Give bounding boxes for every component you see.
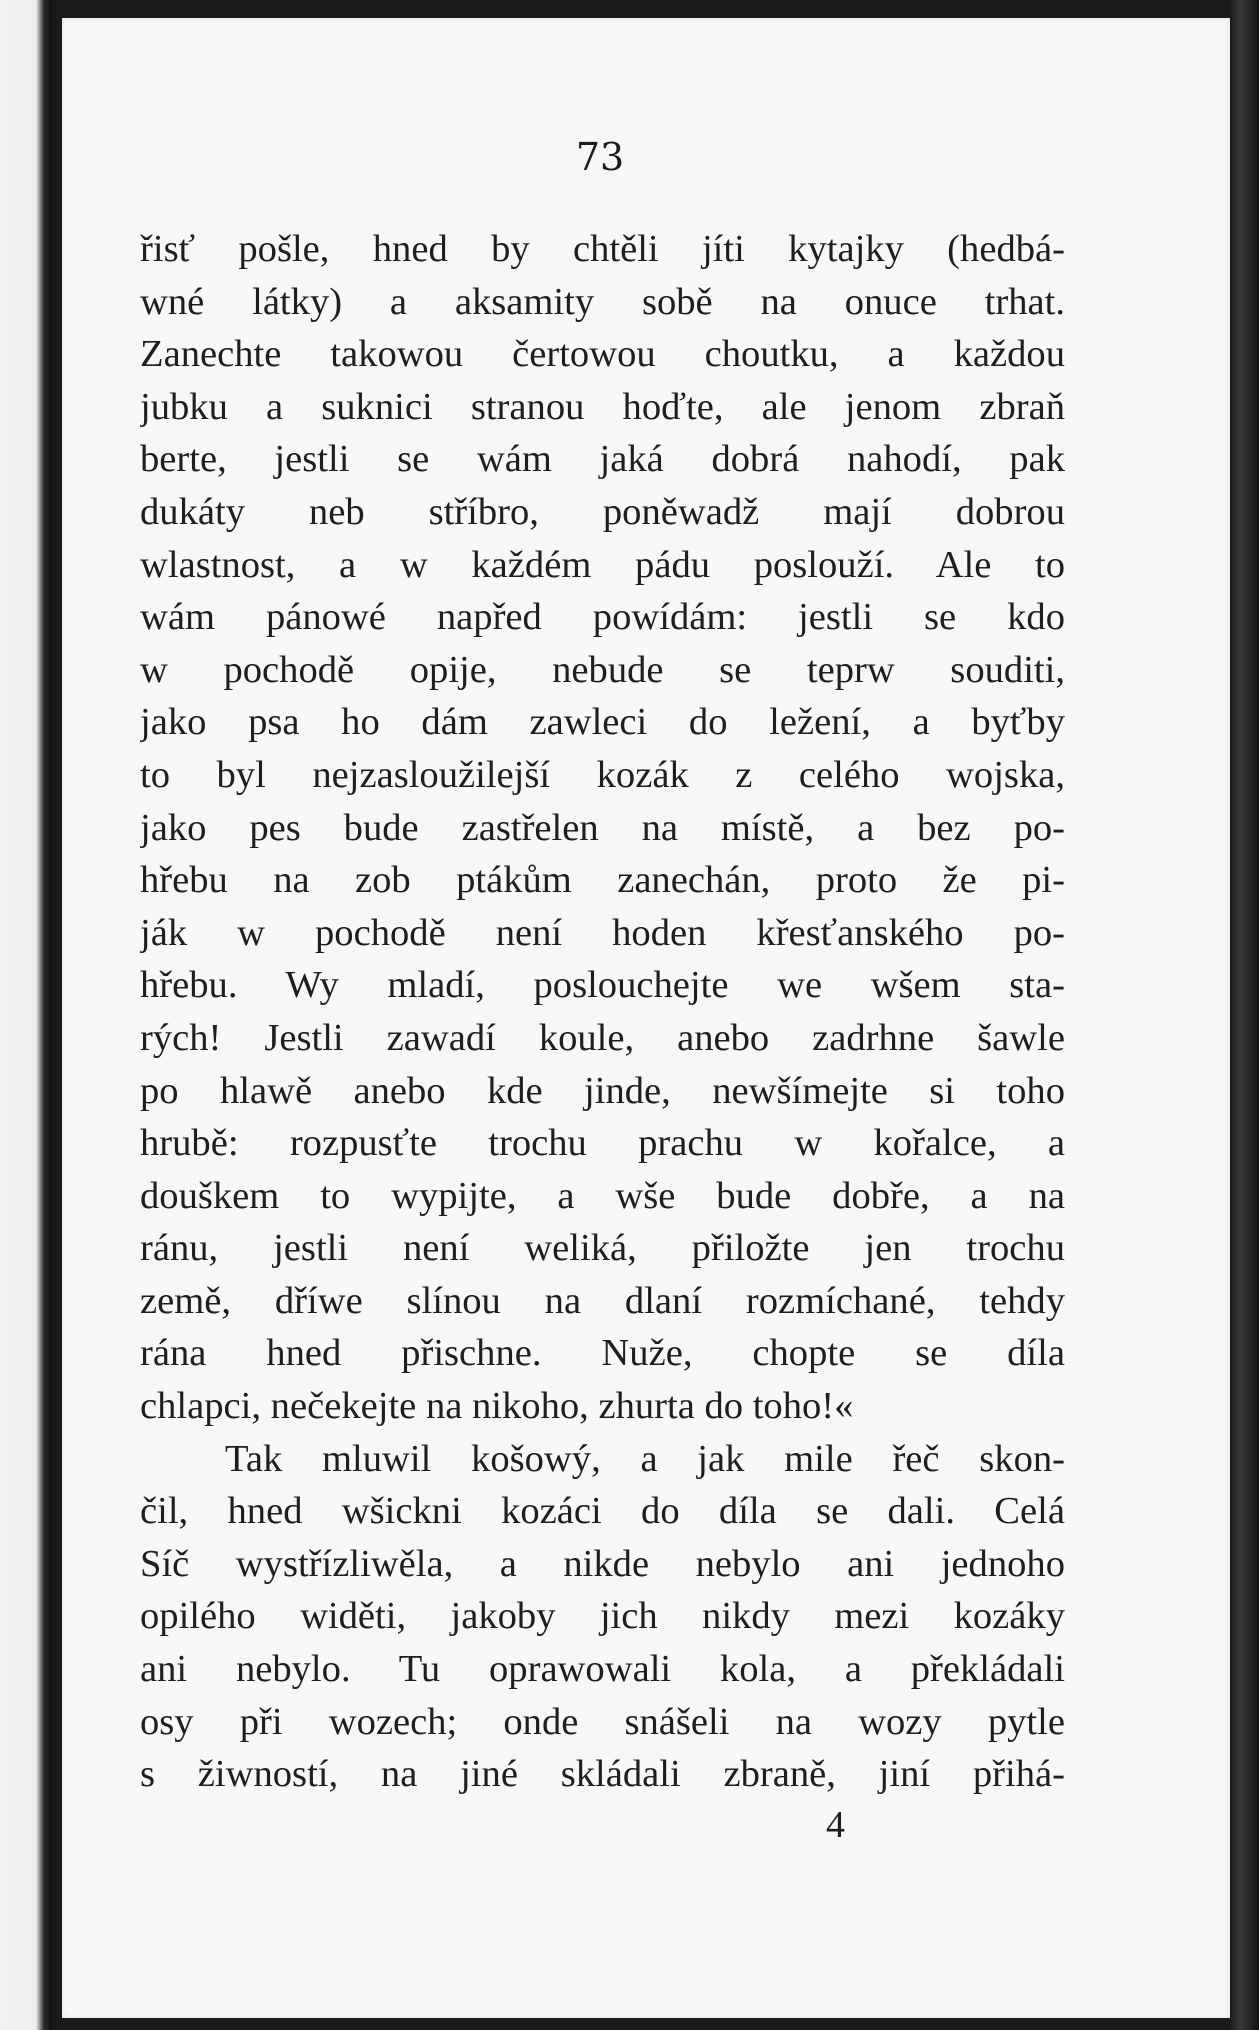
text-line: hřebu. Wy mladí, poslouchejte we wšem sta-: [140, 964, 1065, 1007]
text-line: rých! Jestli zawadí koule, anebo zadrhne šawle: [140, 1016, 1065, 1059]
text-line: wné látky) a aksamity sobě na onuce trhat.: [140, 280, 1065, 323]
text-line: hrubě: rozpusťte trochu prachu w kořalce, a: [140, 1122, 1065, 1165]
text-line: jubku a suknici stranou hoďte, ale jenom zbraň: [140, 385, 1065, 428]
text-line: Síč wystřízliwěla, a nikde nebylo ani jednoho: [140, 1542, 1065, 1585]
text-line: wlastnost, a w každém pádu poslouží. Ale to: [140, 543, 1065, 586]
text-line: w pochodě opije, nebude se teprw souditi,: [140, 648, 1065, 691]
text-line: douškem to wypijte, a wše bude dobře, a na: [140, 1174, 1065, 1217]
signature-mark: 4: [826, 1804, 845, 1846]
text-line: čil, hned wšickni kozáci do díla se dali. Celá: [140, 1490, 1065, 1533]
text-line: řisť pošle, hned by chtěli jíti kytajky (hedbá-: [140, 228, 1065, 270]
text-line: chlapci, nečekejte na nikoho, zhurta do toho!«: [140, 1385, 854, 1428]
text-body: [140, 223, 1065, 1801]
text-line: jako psa ho dám zawleci do ležení, a byťby: [140, 701, 1065, 744]
text-line: hřebu na zob ptákům zanechán, proto že pi-: [140, 859, 1065, 902]
text-line: Tak mluwil košowý, a jak mile řeč skon-: [225, 1437, 1065, 1480]
text-line: ani nebylo. Tu oprawowali kola, a překládali: [140, 1648, 1065, 1691]
text-line: opilého widěti, jakoby jich nikdy mezi kozáky: [140, 1595, 1065, 1638]
facing-page-edge: [0, 0, 52, 2030]
text-line: Zanechte takowou čertowou choutku, a každou: [140, 333, 1065, 376]
text-line: s žiwností, na jiné skládali zbraně, jiní přihá-: [140, 1753, 1065, 1796]
scan-border: [1230, 0, 1259, 2030]
text-line: wám pánowé napřed powídám: jestli se kdo: [140, 596, 1065, 639]
text-line: země, dříwe slínou na dlaní rozmíchané, tehdy: [140, 1279, 1065, 1322]
page-number: 73: [575, 135, 625, 179]
text-line: po hlawě anebo kde jinde, newšímejte si toho: [140, 1069, 1065, 1112]
text-line: dukáty neb stříbro, poněwadž mají dobrou: [140, 490, 1065, 533]
text-line: to byl nejzasloužilejší kozák z celého wojska,: [140, 753, 1065, 796]
text-line: rána hned přischne. Nuže, chopte se díla: [140, 1332, 1065, 1375]
text-line: jako pes bude zastřelen na místě, a bez po-: [140, 806, 1065, 849]
text-line: ják w pochodě není hoden křesťanského po-: [140, 911, 1065, 954]
text-line: osy při wozech; onde snášeli na wozy pytle: [140, 1700, 1065, 1743]
text-line: berte, jestli se wám jaká dobrá nahodí, pak: [140, 438, 1065, 481]
text-line: ránu, jestli není weliká, přiložte jen trochu: [140, 1227, 1065, 1270]
